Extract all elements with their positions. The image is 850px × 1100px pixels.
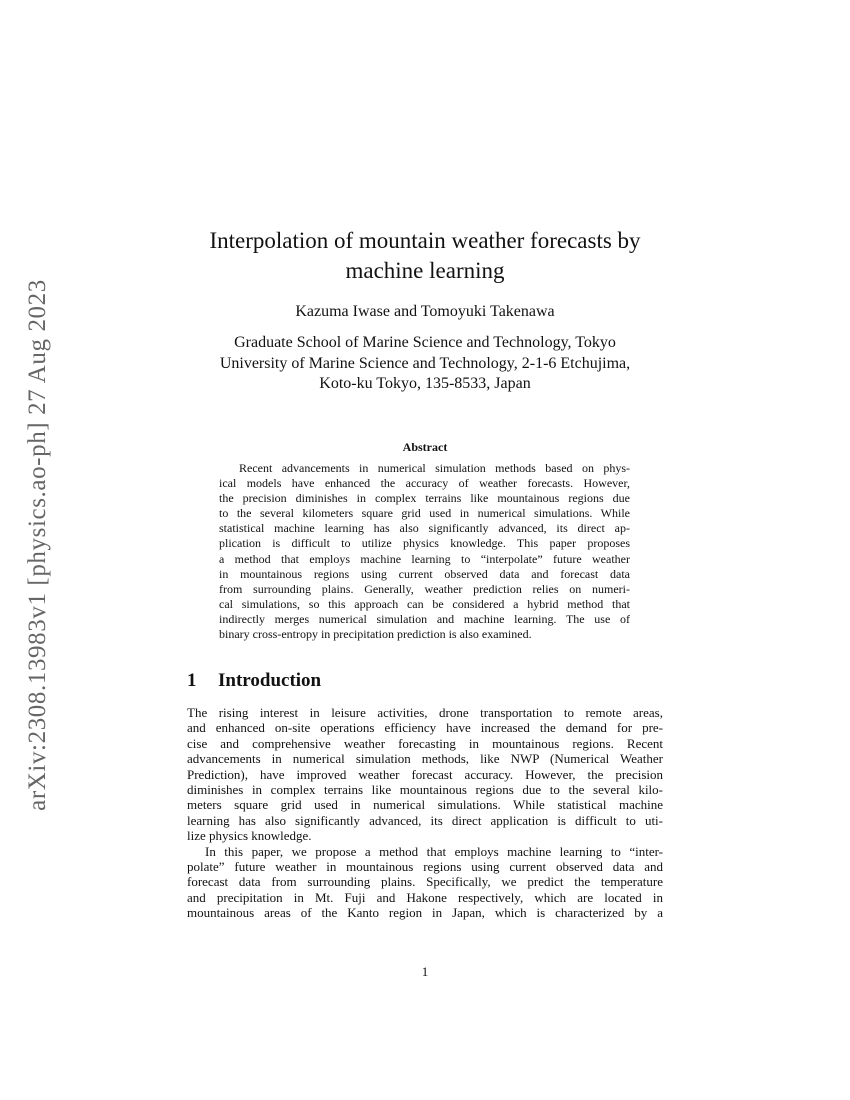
- section-title: Introduction: [218, 670, 322, 691]
- abstract-line: plication is difficult to utilize physics knowledge. This paper proposes: [219, 536, 630, 551]
- page-number: 1: [421, 964, 429, 979]
- body-line: meters square grid used in numerical simulations. While statistical machine: [187, 797, 663, 813]
- author-list: Kazuma Iwase and Tomoyuki Takenawa: [295, 303, 555, 320]
- abstract-line: ical models have enhanced the accuracy of weather forecasts. However,: [219, 476, 630, 491]
- abstract-line: cal simulations, so this approach can be considered a hybrid method that: [219, 596, 630, 611]
- introduction-body: [187, 705, 663, 920]
- body-line: mountainous areas of the Kanto region in Japan, which is characterized by a: [187, 905, 663, 921]
- body-line: polate” future weather in mountainous regions using current observed data and: [187, 858, 663, 874]
- body-line: learning has also significantly advanced, its direct application is difficult to uti-: [187, 812, 663, 828]
- arxiv-identifier-stamp: arXiv:2308.13983v1 [physics.ao-ph] 27 Aug 2023: [24, 279, 51, 811]
- abstract-line: a method that employs machine learning to “interpolate” future weather: [219, 551, 630, 566]
- body-line: and enhanced on-site operations efficiency have increased the demand for pre-: [187, 720, 663, 736]
- body-line: advancements in numerical simulation methods, like NWP (Numerical Weather: [187, 751, 663, 767]
- section-heading-introduction: [187, 669, 321, 693]
- abstract-line: the precision diminishes in complex terrains like mountainous regions due: [219, 491, 630, 506]
- author-affiliation: Graduate School of Marine Science and Technology, Tokyo University of Marine Science and Technology, 2-1-6 Etchujima, Koto-ku Tokyo, 135-8533, Japan: [219, 334, 631, 392]
- abstract-line: indirectly merges numerical simulation and machine learning. The use of: [219, 611, 630, 626]
- paper-title: Interpolation of mountain weather forecasts by machine learning: [209, 228, 641, 283]
- body-line: lize physics knowledge.: [187, 828, 312, 844]
- body-line: forecast data from surrounding plains. Specifically, we predict the temperature: [187, 874, 663, 890]
- abstract-line: binary cross-entropy in precipitation prediction is also examined.: [219, 627, 532, 642]
- abstract-line: in mountainous regions using current observed data and forecast data: [219, 566, 630, 581]
- abstract-body: [219, 461, 630, 642]
- abstract-line: statistical machine learning has also significantly advanced, its direct ap-: [219, 521, 630, 536]
- body-line: The rising interest in leisure activities, drone transportation to remote areas,: [187, 705, 663, 720]
- abstract-line: from surrounding plains. Generally, weather prediction relies on numeri-: [219, 581, 630, 596]
- abstract-line: Recent advancements in numerical simulation methods based on phys-: [239, 461, 630, 475]
- body-line: In this paper, we propose a method that employs machine learning to “inter-: [205, 843, 663, 859]
- body-line: and precipitation in Mt. Fuji and Hakone respectively, which are located in: [187, 889, 663, 905]
- section-number: 1: [187, 670, 197, 691]
- abstract-line: to the several kilometers square grid used in numerical simulations. While: [219, 506, 630, 521]
- abstract-heading: Abstract: [402, 440, 448, 454]
- body-line: cise and comprehensive weather forecasting in mountainous regions. Recent: [187, 735, 663, 751]
- body-line: diminishes in complex terrains like mountainous regions due to the several kilo-: [187, 781, 663, 797]
- body-line: Prediction), have improved weather forecast accuracy. However, the precision: [187, 766, 663, 782]
